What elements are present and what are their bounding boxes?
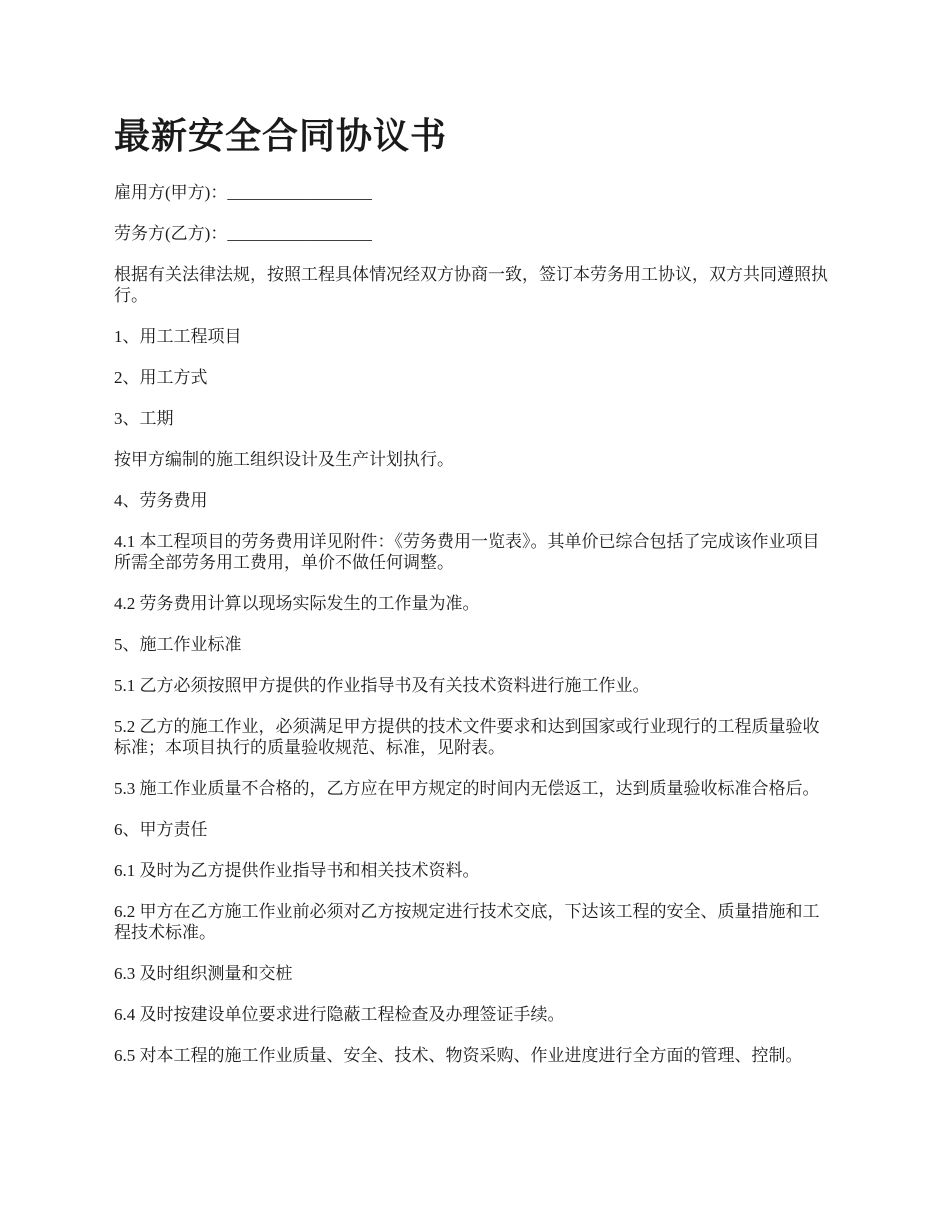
section-heading: 4、劳务费用 bbox=[114, 491, 208, 510]
clause-paragraph: 5.3 施工作业质量不合格的，乙方应在甲方规定的时间内无偿返工，达到质量验收标准合格后。 bbox=[114, 779, 820, 798]
party-a-line: 雇用方(甲方)：_________________ bbox=[114, 183, 372, 202]
clause-paragraph: 4.1 本工程项目的劳务费用详见附件：《劳务费用一览表》。其单价已综合包括了完成该作业项目所需全部劳务用工费用，单价不做任何调整。 bbox=[114, 532, 820, 572]
clause-paragraph: 5.1 乙方必须按照甲方提供的作业指导书及有关技术资料进行施工作业。 bbox=[114, 676, 650, 695]
clause-paragraph: 按甲方编制的施工组织设计及生产计划执行。 bbox=[114, 450, 454, 469]
document-title: 最新安全合同协议书 bbox=[114, 116, 448, 156]
clause-paragraph: 6.3 及时组织测量和交桩 bbox=[114, 964, 293, 983]
section-heading: 6、甲方责任 bbox=[114, 820, 208, 839]
section-heading: 2、用工方式 bbox=[114, 368, 208, 387]
clause-paragraph: 6.2 甲方在乙方施工作业前必须对乙方按规定进行技术交底，下达该工程的安全、质量措施和工程技术标准。 bbox=[114, 902, 820, 942]
party-b-line: 劳务方(乙方)：_________________ bbox=[114, 224, 372, 243]
clause-paragraph: 6.5 对本工程的施工作业质量、安全、技术、物资采购、作业进度进行全方面的管理、控制。 bbox=[114, 1046, 803, 1065]
preamble-paragraph: 根据有关法律法规，按照工程具体情况经双方协商一致，签订本劳务用工协议，双方共同遵照执行。 bbox=[114, 265, 828, 305]
section-heading: 5、施工作业标准 bbox=[114, 635, 242, 654]
document-page bbox=[114, 112, 834, 1086]
section-heading: 3、工期 bbox=[114, 409, 174, 428]
section-heading: 1、用工工程项目 bbox=[114, 327, 242, 346]
clause-paragraph: 6.1 及时为乙方提供作业指导书和相关技术资料。 bbox=[114, 861, 480, 880]
clause-paragraph: 6.4 及时按建设单位要求进行隐蔽工程检查及办理签证手续。 bbox=[114, 1005, 565, 1024]
clause-paragraph: 4.2 劳务费用计算以现场实际发生的工作量为准。 bbox=[114, 594, 480, 613]
clause-paragraph: 5.2 乙方的施工作业，必须满足甲方提供的技术文件要求和达到国家或行业现行的工程质量验收标准；本项目执行的质量验收规范、标准，见附表。 bbox=[114, 717, 820, 757]
